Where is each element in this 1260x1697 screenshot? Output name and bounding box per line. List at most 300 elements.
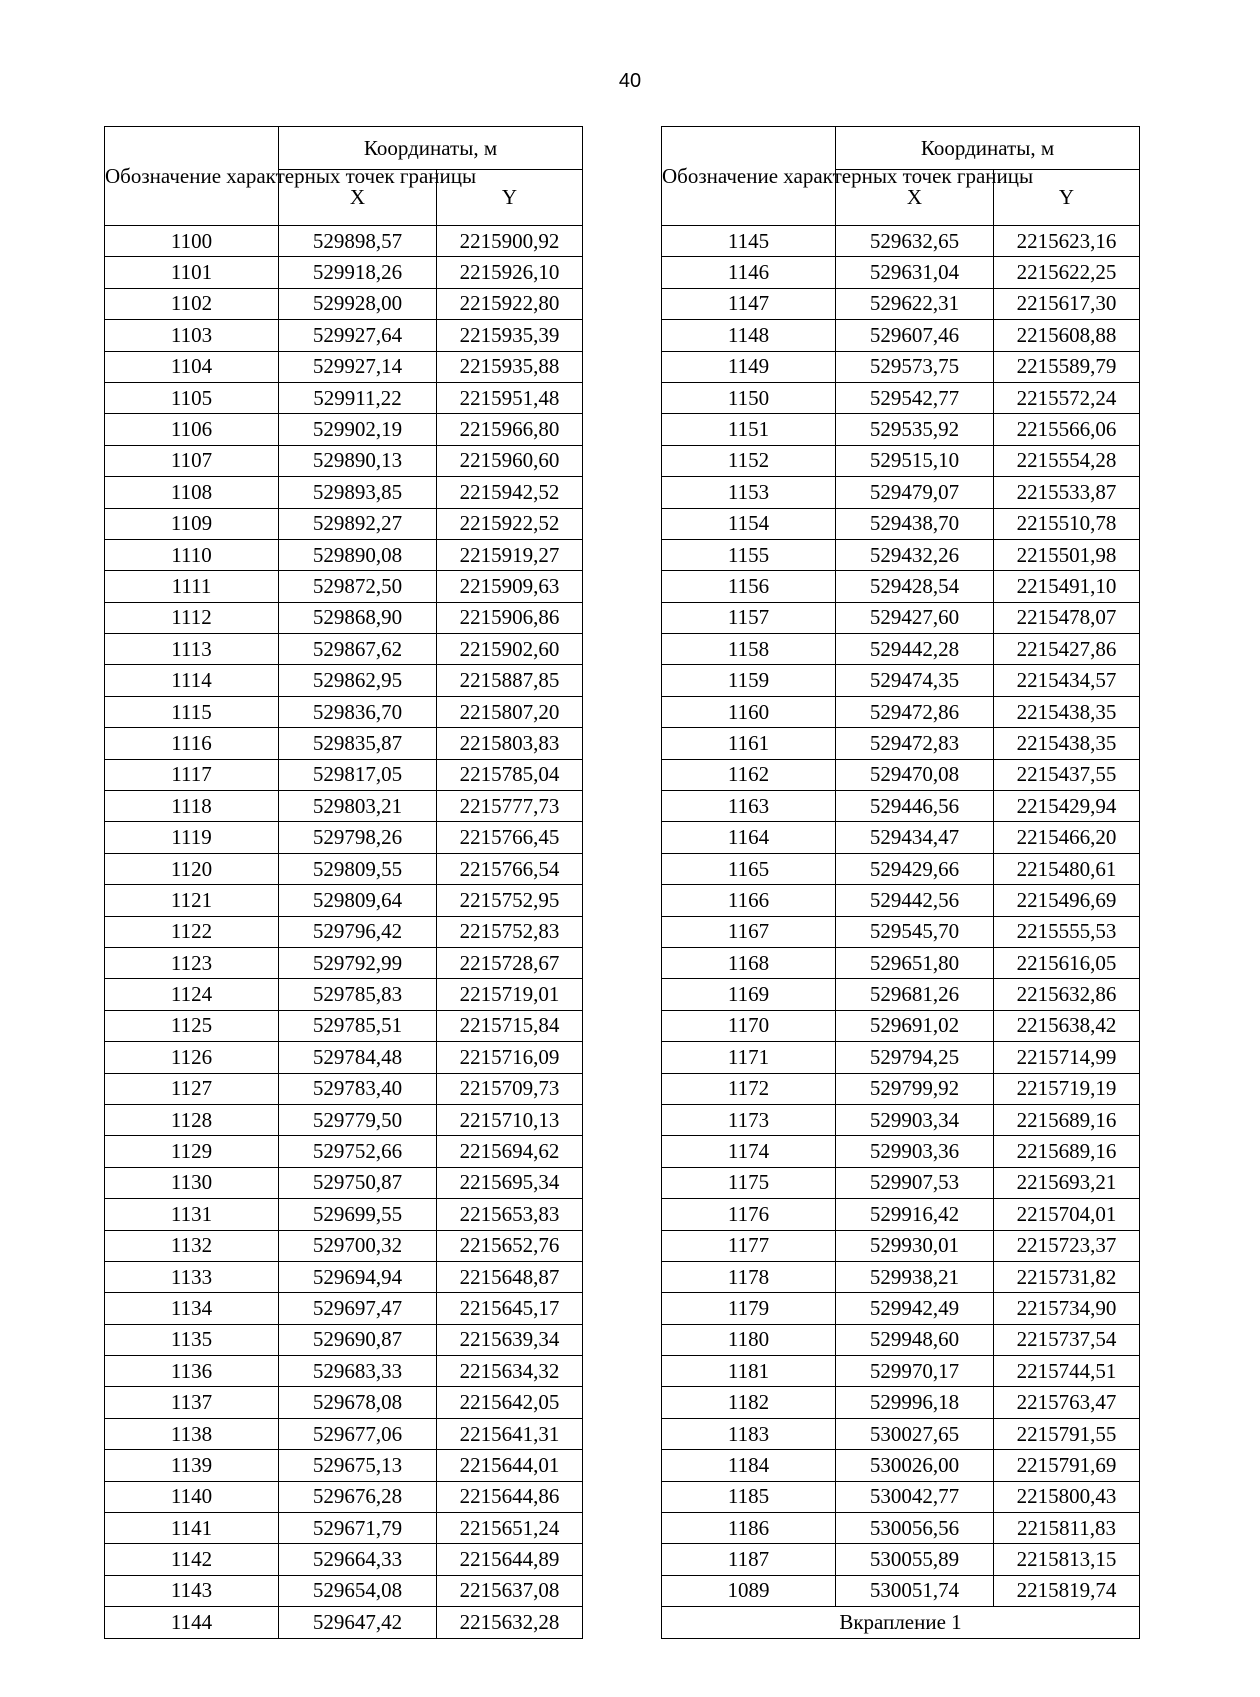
y-coordinate-cell: 2215926,10 xyxy=(437,257,583,288)
x-coordinate-cell: 529446,56 xyxy=(836,791,994,822)
table-row xyxy=(105,759,583,790)
x-coordinate-cell: 529892,27 xyxy=(279,508,437,539)
table-row xyxy=(662,1575,1140,1606)
table-row xyxy=(105,1544,583,1575)
x-coordinate-cell: 529681,26 xyxy=(836,979,994,1010)
y-coordinate-cell: 2215935,88 xyxy=(437,351,583,382)
y-coordinate-cell: 2215623,16 xyxy=(994,226,1140,257)
point-id-cell: 1121 xyxy=(105,885,279,916)
y-coordinate-cell: 2215731,82 xyxy=(994,1261,1140,1292)
point-id-cell: 1111 xyxy=(105,571,279,602)
point-id-cell: 1150 xyxy=(662,382,836,413)
y-coordinate-cell: 2215638,42 xyxy=(994,1010,1140,1041)
point-id-cell: 1106 xyxy=(105,414,279,445)
table-row xyxy=(105,1073,583,1104)
x-coordinate-cell: 529434,47 xyxy=(836,822,994,853)
point-id-cell: 1117 xyxy=(105,759,279,790)
x-coordinate-cell: 530042,77 xyxy=(836,1481,994,1512)
point-id-cell: 1101 xyxy=(105,257,279,288)
point-id-cell: 1125 xyxy=(105,1010,279,1041)
x-coordinate-cell: 529835,87 xyxy=(279,728,437,759)
y-coordinate-cell: 2215437,55 xyxy=(994,759,1140,790)
point-id-cell: 1187 xyxy=(662,1544,836,1575)
x-coordinate-cell: 529675,13 xyxy=(279,1450,437,1481)
y-coordinate-cell: 2215689,16 xyxy=(994,1104,1140,1135)
coordinates-table-left xyxy=(104,126,583,1639)
y-coordinate-cell: 2215637,08 xyxy=(437,1575,583,1606)
y-coordinate-cell: 2215777,73 xyxy=(437,791,583,822)
x-coordinate-cell: 529798,26 xyxy=(279,822,437,853)
point-id-cell: 1102 xyxy=(105,288,279,319)
table-row xyxy=(662,885,1140,916)
y-coordinate-cell: 2215935,39 xyxy=(437,320,583,351)
table-row xyxy=(662,571,1140,602)
y-coordinate-cell: 2215689,16 xyxy=(994,1136,1140,1167)
table-row xyxy=(105,885,583,916)
table-row xyxy=(662,759,1140,790)
table-row xyxy=(662,634,1140,665)
x-coordinate-cell: 529794,25 xyxy=(836,1042,994,1073)
point-id-cell: 1129 xyxy=(105,1136,279,1167)
point-id-cell: 1164 xyxy=(662,822,836,853)
y-coordinate-cell: 2215714,99 xyxy=(994,1042,1140,1073)
table-row xyxy=(105,791,583,822)
table-row xyxy=(105,1293,583,1324)
table-row xyxy=(662,257,1140,288)
y-coordinate-cell: 2215566,06 xyxy=(994,414,1140,445)
y-coordinate-cell: 2215791,69 xyxy=(994,1450,1140,1481)
point-id-cell: 1158 xyxy=(662,634,836,665)
point-id-cell: 1112 xyxy=(105,602,279,633)
table-row xyxy=(662,791,1140,822)
x-coordinate-cell: 530051,74 xyxy=(836,1575,994,1606)
point-id-cell: 1171 xyxy=(662,1042,836,1073)
point-id-cell: 1107 xyxy=(105,445,279,476)
y-coordinate-cell: 2215819,74 xyxy=(994,1575,1140,1606)
point-id-cell: 1118 xyxy=(105,791,279,822)
point-id-cell: 1173 xyxy=(662,1104,836,1135)
y-coordinate-cell: 2215763,47 xyxy=(994,1387,1140,1418)
x-coordinate-cell: 529893,85 xyxy=(279,477,437,508)
y-coordinate-cell: 2215639,34 xyxy=(437,1324,583,1355)
table-row xyxy=(105,853,583,884)
table-row xyxy=(105,947,583,978)
x-coordinate-cell: 529796,42 xyxy=(279,916,437,947)
y-coordinate-cell: 2215719,19 xyxy=(994,1073,1140,1104)
point-id-cell: 1124 xyxy=(105,979,279,1010)
y-coordinate-cell: 2215900,92 xyxy=(437,226,583,257)
y-coordinate-cell: 2215622,25 xyxy=(994,257,1140,288)
y-coordinate-cell: 2215554,28 xyxy=(994,445,1140,476)
y-coordinate-cell: 2215716,09 xyxy=(437,1042,583,1073)
table-row xyxy=(105,602,583,633)
table-row xyxy=(105,916,583,947)
x-coordinate-cell: 529542,77 xyxy=(836,382,994,413)
point-id-cell: 1154 xyxy=(662,508,836,539)
x-coordinate-cell: 529784,48 xyxy=(279,1042,437,1073)
point-id-cell: 1141 xyxy=(105,1513,279,1544)
point-id-cell: 1145 xyxy=(662,226,836,257)
x-coordinate-cell: 529697,47 xyxy=(279,1293,437,1324)
table-row xyxy=(662,477,1140,508)
table-row xyxy=(105,1513,583,1544)
point-id-cell: 1147 xyxy=(662,288,836,319)
x-coordinate-cell: 529918,26 xyxy=(279,257,437,288)
point-id-cell: 1175 xyxy=(662,1167,836,1198)
x-coordinate-cell: 529470,08 xyxy=(836,759,994,790)
point-id-cell: 1104 xyxy=(105,351,279,382)
point-id-cell: 1176 xyxy=(662,1199,836,1230)
x-coordinate-cell: 529671,79 xyxy=(279,1513,437,1544)
x-coordinate-cell: 530055,89 xyxy=(836,1544,994,1575)
table-row xyxy=(662,1544,1140,1575)
table-row xyxy=(662,320,1140,351)
point-id-cell: 1177 xyxy=(662,1230,836,1261)
y-coordinate-cell: 2215813,15 xyxy=(994,1544,1140,1575)
x-coordinate-cell: 529677,06 xyxy=(279,1418,437,1449)
table-row xyxy=(105,571,583,602)
x-coordinate-cell: 529664,33 xyxy=(279,1544,437,1575)
x-coordinate-cell: 529438,70 xyxy=(836,508,994,539)
y-coordinate-cell: 2215715,84 xyxy=(437,1010,583,1041)
table-row xyxy=(105,508,583,539)
table-row xyxy=(105,696,583,727)
y-coordinate-cell: 2215737,54 xyxy=(994,1324,1140,1355)
table-row xyxy=(662,665,1140,696)
x-coordinate-cell: 529996,18 xyxy=(836,1387,994,1418)
x-coordinate-cell: 529700,32 xyxy=(279,1230,437,1261)
table-row xyxy=(662,979,1140,1010)
x-coordinate-cell: 529535,92 xyxy=(836,414,994,445)
table-row xyxy=(105,539,583,570)
x-coordinate-cell: 529647,42 xyxy=(279,1607,437,1638)
table-row xyxy=(662,382,1140,413)
table-row xyxy=(662,728,1140,759)
point-id-cell: 1120 xyxy=(105,853,279,884)
x-coordinate-cell: 529948,60 xyxy=(836,1324,994,1355)
table-row xyxy=(662,351,1140,382)
table-row xyxy=(662,1104,1140,1135)
x-coordinate-cell: 529809,55 xyxy=(279,853,437,884)
y-coordinate-cell: 2215704,01 xyxy=(994,1199,1140,1230)
table-row xyxy=(105,1261,583,1292)
point-id-cell: 1132 xyxy=(105,1230,279,1261)
y-coordinate-cell: 2215608,88 xyxy=(994,320,1140,351)
x-coordinate-cell: 529515,10 xyxy=(836,445,994,476)
y-coordinate-cell: 2215648,87 xyxy=(437,1261,583,1292)
x-coordinate-cell: 529654,08 xyxy=(279,1575,437,1606)
y-coordinate-cell: 2215766,45 xyxy=(437,822,583,853)
y-coordinate-cell: 2215653,83 xyxy=(437,1199,583,1230)
point-id-cell: 1160 xyxy=(662,696,836,727)
x-coordinate-cell: 529632,65 xyxy=(836,226,994,257)
table-row xyxy=(105,1104,583,1135)
y-coordinate-cell: 2215960,60 xyxy=(437,445,583,476)
header-points: Обозначение характерных точек границы xyxy=(662,127,836,226)
point-id-cell: 1140 xyxy=(105,1481,279,1512)
header-y: Y xyxy=(994,170,1140,226)
y-coordinate-cell: 2215589,79 xyxy=(994,351,1140,382)
x-coordinate-cell: 529938,21 xyxy=(836,1261,994,1292)
point-id-cell: 1144 xyxy=(105,1607,279,1638)
y-coordinate-cell: 2215887,85 xyxy=(437,665,583,696)
x-coordinate-cell: 529890,13 xyxy=(279,445,437,476)
y-coordinate-cell: 2215710,13 xyxy=(437,1104,583,1135)
x-coordinate-cell: 529903,34 xyxy=(836,1104,994,1135)
y-coordinate-cell: 2215752,95 xyxy=(437,885,583,916)
y-coordinate-cell: 2215785,04 xyxy=(437,759,583,790)
y-coordinate-cell: 2215632,86 xyxy=(994,979,1140,1010)
x-coordinate-cell: 529970,17 xyxy=(836,1356,994,1387)
point-id-cell: 1183 xyxy=(662,1418,836,1449)
point-id-cell: 1149 xyxy=(662,351,836,382)
table-row xyxy=(105,1042,583,1073)
table-row xyxy=(105,1450,583,1481)
point-id-cell: 1184 xyxy=(662,1450,836,1481)
x-coordinate-cell: 529792,99 xyxy=(279,947,437,978)
x-coordinate-cell: 529750,87 xyxy=(279,1167,437,1198)
y-coordinate-cell: 2215572,24 xyxy=(994,382,1140,413)
point-id-cell: 1089 xyxy=(662,1575,836,1606)
x-coordinate-cell: 529907,53 xyxy=(836,1167,994,1198)
x-coordinate-cell: 529683,33 xyxy=(279,1356,437,1387)
header-x: X xyxy=(836,170,994,226)
x-coordinate-cell: 529903,36 xyxy=(836,1136,994,1167)
table-row xyxy=(105,1230,583,1261)
table-row xyxy=(662,1167,1140,1198)
x-coordinate-cell: 529472,83 xyxy=(836,728,994,759)
table-body-left xyxy=(105,226,583,1639)
point-id-cell: 1103 xyxy=(105,320,279,351)
point-id-cell: 1163 xyxy=(662,791,836,822)
x-coordinate-cell: 529691,02 xyxy=(836,1010,994,1041)
table-row xyxy=(105,1167,583,1198)
point-id-cell: 1115 xyxy=(105,696,279,727)
point-id-cell: 1126 xyxy=(105,1042,279,1073)
point-id-cell: 1168 xyxy=(662,947,836,978)
y-coordinate-cell: 2215942,52 xyxy=(437,477,583,508)
y-coordinate-cell: 2215438,35 xyxy=(994,696,1140,727)
point-id-cell: 1182 xyxy=(662,1387,836,1418)
table-row xyxy=(662,1042,1140,1073)
section-label: Вкрапление 1 xyxy=(662,1607,1140,1638)
x-coordinate-cell: 529432,26 xyxy=(836,539,994,570)
table-row xyxy=(105,634,583,665)
x-coordinate-cell: 530026,00 xyxy=(836,1450,994,1481)
table-row xyxy=(662,226,1140,257)
x-coordinate-cell: 529927,14 xyxy=(279,351,437,382)
y-coordinate-cell: 2215427,86 xyxy=(994,634,1140,665)
point-id-cell: 1172 xyxy=(662,1073,836,1104)
point-id-cell: 1169 xyxy=(662,979,836,1010)
y-coordinate-cell: 2215803,83 xyxy=(437,728,583,759)
table-row xyxy=(105,1575,583,1606)
y-coordinate-cell: 2215752,83 xyxy=(437,916,583,947)
point-id-cell: 1134 xyxy=(105,1293,279,1324)
x-coordinate-cell: 529902,19 xyxy=(279,414,437,445)
table-row xyxy=(105,1324,583,1355)
y-coordinate-cell: 2215632,28 xyxy=(437,1607,583,1638)
table-row xyxy=(662,445,1140,476)
point-id-cell: 1114 xyxy=(105,665,279,696)
y-coordinate-cell: 2215617,30 xyxy=(994,288,1140,319)
point-id-cell: 1138 xyxy=(105,1418,279,1449)
table-row xyxy=(105,1136,583,1167)
x-coordinate-cell: 529916,42 xyxy=(836,1199,994,1230)
table-row xyxy=(662,1073,1140,1104)
table-row xyxy=(662,1136,1140,1167)
table-row xyxy=(662,853,1140,884)
x-coordinate-cell: 530027,65 xyxy=(836,1418,994,1449)
point-id-cell: 1113 xyxy=(105,634,279,665)
y-coordinate-cell: 2215902,60 xyxy=(437,634,583,665)
x-coordinate-cell: 529607,46 xyxy=(836,320,994,351)
point-id-cell: 1179 xyxy=(662,1293,836,1324)
point-id-cell: 1159 xyxy=(662,665,836,696)
x-coordinate-cell: 529942,49 xyxy=(836,1293,994,1324)
point-id-cell: 1110 xyxy=(105,539,279,570)
x-coordinate-cell: 529474,35 xyxy=(836,665,994,696)
x-coordinate-cell: 529622,31 xyxy=(836,288,994,319)
table-row xyxy=(662,947,1140,978)
y-coordinate-cell: 2215533,87 xyxy=(994,477,1140,508)
table-row xyxy=(662,1356,1140,1387)
point-id-cell: 1135 xyxy=(105,1324,279,1355)
point-id-cell: 1167 xyxy=(662,916,836,947)
y-coordinate-cell: 2215966,80 xyxy=(437,414,583,445)
table-row xyxy=(662,1324,1140,1355)
point-id-cell: 1109 xyxy=(105,508,279,539)
table-row xyxy=(662,602,1140,633)
table-row xyxy=(662,1293,1140,1324)
table-row xyxy=(105,665,583,696)
y-coordinate-cell: 2215434,57 xyxy=(994,665,1140,696)
x-coordinate-cell: 529872,50 xyxy=(279,571,437,602)
point-id-cell: 1181 xyxy=(662,1356,836,1387)
point-id-cell: 1105 xyxy=(105,382,279,413)
table-row xyxy=(662,696,1140,727)
x-coordinate-cell: 529836,70 xyxy=(279,696,437,727)
table-row xyxy=(662,1418,1140,1449)
x-coordinate-cell: 529699,55 xyxy=(279,1199,437,1230)
x-coordinate-cell: 529678,08 xyxy=(279,1387,437,1418)
y-coordinate-cell: 2215480,61 xyxy=(994,853,1140,884)
x-coordinate-cell: 529783,40 xyxy=(279,1073,437,1104)
x-coordinate-cell: 529862,95 xyxy=(279,665,437,696)
table-row xyxy=(105,1418,583,1449)
table-row xyxy=(662,1199,1140,1230)
x-coordinate-cell: 529868,90 xyxy=(279,602,437,633)
x-coordinate-cell: 529785,83 xyxy=(279,979,437,1010)
table-row xyxy=(662,1010,1140,1041)
x-coordinate-cell: 529442,28 xyxy=(836,634,994,665)
y-coordinate-cell: 2215644,01 xyxy=(437,1450,583,1481)
x-coordinate-cell: 529817,05 xyxy=(279,759,437,790)
table-row xyxy=(105,1481,583,1512)
point-id-cell: 1155 xyxy=(662,539,836,570)
table-body-right xyxy=(662,226,1140,1607)
table-row xyxy=(105,257,583,288)
table-row xyxy=(662,1387,1140,1418)
header-points: Обозначение характерных точек границы xyxy=(105,127,279,226)
point-id-cell: 1136 xyxy=(105,1356,279,1387)
point-id-cell: 1133 xyxy=(105,1261,279,1292)
table-row xyxy=(105,822,583,853)
x-coordinate-cell: 529442,56 xyxy=(836,885,994,916)
y-coordinate-cell: 2215709,73 xyxy=(437,1073,583,1104)
point-id-cell: 1127 xyxy=(105,1073,279,1104)
y-coordinate-cell: 2215922,52 xyxy=(437,508,583,539)
point-id-cell: 1166 xyxy=(662,885,836,916)
table-row xyxy=(105,1607,583,1638)
y-coordinate-cell: 2215919,27 xyxy=(437,539,583,570)
y-coordinate-cell: 2215951,48 xyxy=(437,382,583,413)
x-coordinate-cell: 529799,92 xyxy=(836,1073,994,1104)
point-id-cell: 1170 xyxy=(662,1010,836,1041)
y-coordinate-cell: 2215510,78 xyxy=(994,508,1140,539)
point-id-cell: 1139 xyxy=(105,1450,279,1481)
header-y: Y xyxy=(437,170,583,226)
y-coordinate-cell: 2215652,76 xyxy=(437,1230,583,1261)
y-coordinate-cell: 2215644,89 xyxy=(437,1544,583,1575)
y-coordinate-cell: 2215811,83 xyxy=(994,1513,1140,1544)
table-row xyxy=(105,320,583,351)
table-row xyxy=(662,508,1140,539)
point-id-cell: 1123 xyxy=(105,947,279,978)
point-id-cell: 1185 xyxy=(662,1481,836,1512)
table-row xyxy=(105,728,583,759)
x-coordinate-cell: 529898,57 xyxy=(279,226,437,257)
y-coordinate-cell: 2215728,67 xyxy=(437,947,583,978)
y-coordinate-cell: 2215478,07 xyxy=(994,602,1140,633)
point-id-cell: 1122 xyxy=(105,916,279,947)
x-coordinate-cell: 529694,94 xyxy=(279,1261,437,1292)
x-coordinate-cell: 529809,64 xyxy=(279,885,437,916)
x-coordinate-cell: 529752,66 xyxy=(279,1136,437,1167)
y-coordinate-cell: 2215642,05 xyxy=(437,1387,583,1418)
point-id-cell: 1152 xyxy=(662,445,836,476)
x-coordinate-cell: 529428,54 xyxy=(836,571,994,602)
point-id-cell: 1100 xyxy=(105,226,279,257)
page-number: 40 xyxy=(618,70,642,92)
point-id-cell: 1174 xyxy=(662,1136,836,1167)
y-coordinate-cell: 2215438,35 xyxy=(994,728,1140,759)
header-coordinates: Координаты, м xyxy=(279,127,583,170)
point-id-cell: 1151 xyxy=(662,414,836,445)
point-id-cell: 1116 xyxy=(105,728,279,759)
table-row xyxy=(662,1230,1140,1261)
coordinates-table-right xyxy=(661,126,1140,1639)
table-row xyxy=(105,1356,583,1387)
point-id-cell: 1153 xyxy=(662,477,836,508)
table-row xyxy=(105,1010,583,1041)
point-id-cell: 1119 xyxy=(105,822,279,853)
y-coordinate-cell: 2215744,51 xyxy=(994,1356,1140,1387)
y-coordinate-cell: 2215466,20 xyxy=(994,822,1140,853)
point-id-cell: 1142 xyxy=(105,1544,279,1575)
x-coordinate-cell: 529785,51 xyxy=(279,1010,437,1041)
x-coordinate-cell: 529930,01 xyxy=(836,1230,994,1261)
point-id-cell: 1186 xyxy=(662,1513,836,1544)
x-coordinate-cell: 529676,28 xyxy=(279,1481,437,1512)
y-coordinate-cell: 2215491,10 xyxy=(994,571,1140,602)
y-coordinate-cell: 2215695,34 xyxy=(437,1167,583,1198)
table-row xyxy=(662,1450,1140,1481)
point-id-cell: 1128 xyxy=(105,1104,279,1135)
table-row xyxy=(662,288,1140,319)
table-row xyxy=(662,414,1140,445)
point-id-cell: 1130 xyxy=(105,1167,279,1198)
